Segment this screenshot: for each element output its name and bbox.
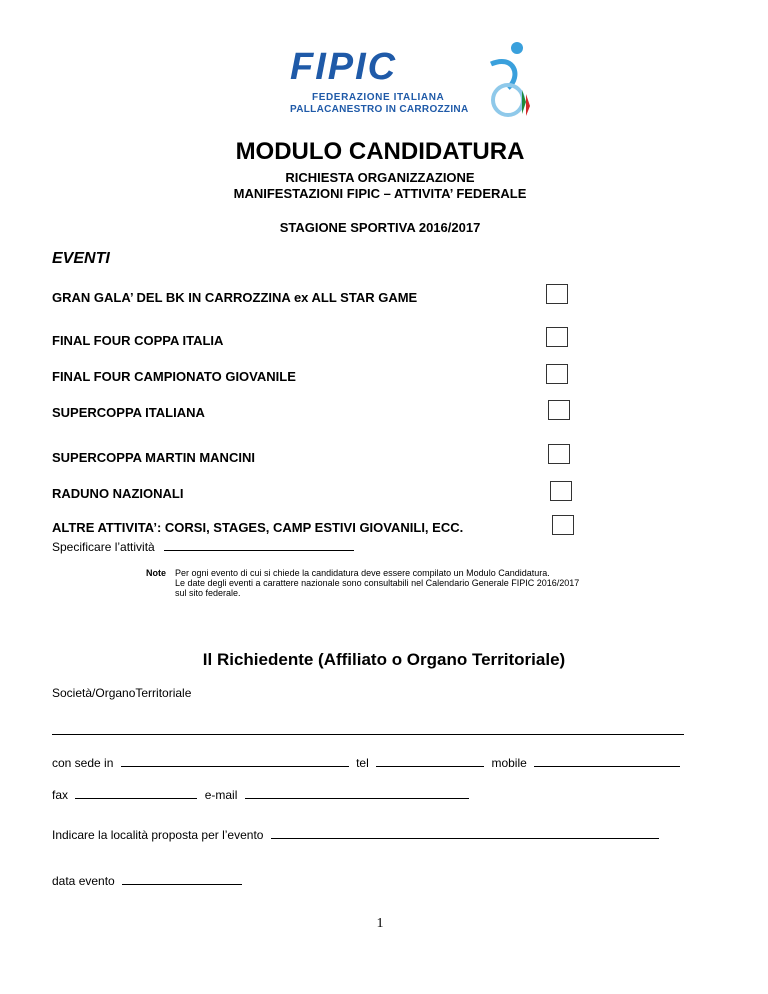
specify-activity-input[interactable] [164, 538, 354, 551]
event-checkbox-final-four-coppa[interactable] [546, 327, 568, 347]
note-line-2: Le date degli eventi a carattere nazionale sono consultabili nel Calendario Generale FIPIC 2016/2017 [175, 578, 580, 588]
specify-activity-row [52, 538, 354, 554]
society-label: Società/OrganoTerritoriale [52, 686, 192, 700]
season-label: STAGIONE SPORTIVA 2016/2017 [279, 220, 481, 235]
location-input[interactable] [271, 826, 659, 839]
email-label: e-mail [204, 788, 238, 802]
event-label-final-four-coppa: FINAL FOUR COPPA ITALIA [52, 333, 224, 348]
seat-label: con sede in [52, 756, 114, 770]
note-label: Note [146, 568, 166, 578]
event-checkbox-supercoppa-italiana[interactable] [548, 400, 570, 420]
tel-label: tel [356, 756, 369, 770]
specify-activity-label: Specificare l’attività [52, 540, 155, 554]
logo-name: FIPIC [290, 46, 398, 88]
note-line-3: sul sito federale. [175, 588, 241, 598]
event-label-final-four-giovanile: FINAL FOUR CAMPIONATO GIOVANILE [52, 369, 296, 384]
subtitle-1: RICHIESTA ORGANIZZAZIONE [285, 170, 475, 185]
location-row [52, 826, 659, 842]
page-title: MODULO CANDIDATURA [235, 138, 525, 165]
event-checkbox-altre-attivita[interactable] [552, 515, 574, 535]
mobile-input[interactable] [534, 754, 680, 767]
tel-input[interactable] [376, 754, 484, 767]
society-input[interactable] [52, 722, 684, 735]
fax-input[interactable] [75, 786, 197, 799]
fax-email-row [52, 786, 469, 802]
logo-line2: PALLACANESTRO IN CARROZZINA [290, 104, 469, 115]
fipic-logo [286, 36, 536, 126]
email-input[interactable] [245, 786, 469, 799]
event-checkbox-final-four-giovanile[interactable] [546, 364, 568, 384]
event-checkbox-supercoppa-mancini[interactable] [548, 444, 570, 464]
page-number: 1 [376, 916, 384, 931]
location-label: Indicare la località proposta per l’evento [52, 828, 264, 842]
event-label-supercoppa-mancini: SUPERCOPPA MARTIN MANCINI [52, 450, 255, 465]
event-label-supercoppa-italiana: SUPERCOPPA ITALIANA [52, 405, 205, 420]
events-heading: EVENTI [52, 250, 110, 267]
subtitle-2: MANIFESTAZIONI FIPIC – ATTIVITA’ FEDERALE [233, 186, 527, 201]
event-label-gran-gala: GRAN GALA’ DEL BK IN CARROZZINA ex ALL STAR GAME [52, 290, 418, 305]
seat-input[interactable] [121, 754, 349, 767]
event-checkbox-gran-gala[interactable] [546, 284, 568, 304]
date-label: data evento [52, 874, 115, 888]
event-label-altre-attivita: ALTRE ATTIVITA’: CORSI, STAGES, CAMP ESTIVI GIOVANILI, ECC. [52, 520, 464, 535]
date-input[interactable] [122, 872, 242, 885]
event-checkbox-raduno[interactable] [550, 481, 572, 501]
applicant-heading: Il Richiedente (Affiliato o Organo Territoriale) [202, 650, 566, 669]
contact-row [52, 754, 680, 770]
note-line-1: Per ogni evento di cui si chiede la candidatura deve essere compilato un Modulo Candidatura. [175, 568, 550, 578]
event-label-raduno: RADUNO NAZIONALI [52, 486, 184, 501]
logo-line1: FEDERAZIONE ITALIANA [312, 92, 445, 103]
mobile-label: mobile [491, 756, 527, 770]
date-row [52, 872, 242, 888]
fax-label: fax [52, 788, 69, 802]
